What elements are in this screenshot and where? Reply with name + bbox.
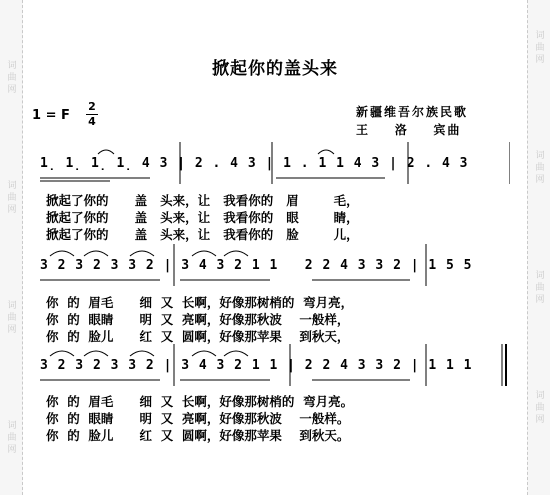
watermark-glyph: 网 bbox=[7, 205, 17, 215]
lyric-2-3: 你 的 脸儿 红 又 圆啊，好像那苹果 到秋天， bbox=[46, 329, 350, 344]
watermark-glyph: 词 bbox=[7, 61, 17, 71]
lyric-1-1: 掀起了你的 盖 头来，让 我看你的 眉 毛， bbox=[46, 193, 359, 208]
watermark-glyph: 曲 bbox=[7, 433, 17, 443]
watermark-glyph: 曲 bbox=[7, 193, 17, 203]
lyric-3-3: 你 的 脸儿 红 又 圆啊，好像那苹果 到秋天。 bbox=[46, 428, 350, 443]
meter-bottom: 4 bbox=[88, 115, 96, 128]
watermark-glyph: 曲 bbox=[535, 163, 545, 173]
lyric-3-1: 你 的 眉毛 细 又 长啊，好像那树梢的 弯月亮。 bbox=[46, 394, 354, 409]
watermark-glyph: 网 bbox=[535, 55, 545, 65]
watermark-glyph: 词 bbox=[535, 391, 545, 401]
watermark-glyph: 词 bbox=[7, 301, 17, 311]
notes-line-2: 3 2 3 2 3 3 2 | 3 4 3 2 1 1 2 2 4 3 3 2 | 1 5 5 bbox=[40, 258, 473, 273]
watermark-glyph: 网 bbox=[535, 295, 545, 305]
lyric-3-2: 你 的 眼睛 明 又 亮啊，好像那秋波 一般样。 bbox=[46, 411, 350, 426]
notes-line-3: 3 2 3 2 3 3 2 | 3 4 3 2 1 1 | 2 2 4 3 3 2 | 1 1 1 bbox=[40, 358, 473, 373]
time-signature bbox=[86, 101, 98, 128]
song-title: 掀起你的盖头来 bbox=[212, 59, 338, 79]
watermark-glyph: 网 bbox=[535, 175, 545, 185]
key-signature: 1 = F bbox=[32, 108, 70, 123]
watermark-glyph: 词 bbox=[7, 181, 17, 191]
watermark-glyph: 词 bbox=[7, 421, 17, 431]
watermark-glyph: 词 bbox=[535, 151, 545, 161]
watermark-glyph: 曲 bbox=[7, 313, 17, 323]
lyric-2-1: 你 的 眉毛 细 又 长啊，好像那树梢的 弯月亮， bbox=[46, 295, 354, 310]
lyric-1-3: 掀起了你的 盖 头来，让 我看你的 脸 儿， bbox=[46, 227, 359, 242]
lyric-2-2: 你 的 眼睛 明 又 亮啊，好像那秋波 一般样， bbox=[46, 312, 350, 327]
meter-top: 2 bbox=[88, 100, 96, 113]
watermark-glyph: 网 bbox=[7, 325, 17, 335]
watermark-glyph: 曲 bbox=[535, 43, 545, 53]
credit-composer: 王 洛 宾曲 bbox=[356, 123, 462, 137]
watermark-glyph: 曲 bbox=[7, 73, 17, 83]
watermark-glyph: 网 bbox=[535, 415, 545, 425]
watermark-glyph: 词 bbox=[535, 271, 545, 281]
watermark-glyph: 词 bbox=[535, 31, 545, 41]
watermark-glyph: 曲 bbox=[535, 283, 545, 293]
watermark-glyph: 网 bbox=[7, 445, 17, 455]
lyric-1-2: 掀起了你的 盖 头来，让 我看你的 眼 睛， bbox=[46, 210, 359, 225]
notes-line-1: 1̣ 1̣ 1̣ 1̣ 4 3 | 2 . 4 3 | 1 . 1 1 4 3 | 2 . 4 3 bbox=[40, 156, 469, 171]
watermark-glyph: 网 bbox=[7, 85, 17, 95]
watermark-glyph: 曲 bbox=[535, 403, 545, 413]
credit-origin: 新疆维吾尔族民歌 bbox=[356, 105, 469, 119]
